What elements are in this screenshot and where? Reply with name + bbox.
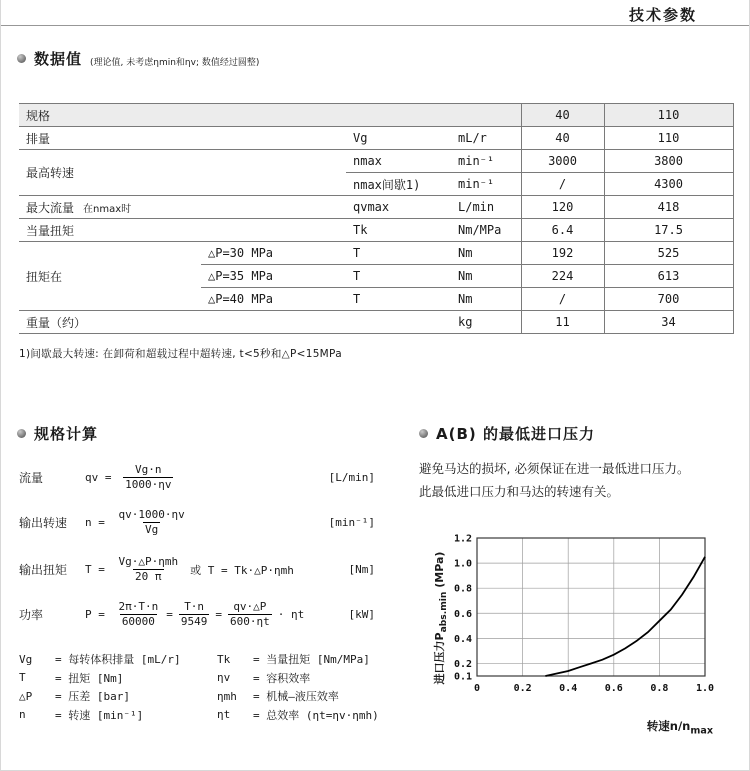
definition-row xyxy=(217,669,379,688)
fraction-numerator: qv·△P xyxy=(233,600,267,613)
symbol-cell: qvmax xyxy=(346,196,451,219)
fraction-denominator: Vg xyxy=(144,523,159,537)
row-label-cell: 当量扭矩 xyxy=(19,219,346,242)
fraction xyxy=(117,508,187,538)
section-title: 规格计算 xyxy=(34,425,99,443)
unit-cell: kg xyxy=(451,311,521,334)
definition-symbol: △P xyxy=(19,689,33,703)
svg-text:0.6: 0.6 xyxy=(453,608,472,620)
fraction-numerator: Vg·n xyxy=(135,463,162,476)
formula-unit: [min⁻¹] xyxy=(328,516,375,530)
condition-cell: △P=35 MPa xyxy=(201,265,346,288)
chart-plot-area xyxy=(443,528,715,700)
bullet-icon xyxy=(17,54,26,63)
row-label-cell xyxy=(19,196,346,219)
equals-sign: = xyxy=(215,608,222,622)
y-label-unit: (MPa) xyxy=(433,551,446,592)
definition-symbol: ηv xyxy=(217,671,231,685)
fraction xyxy=(228,600,272,630)
definition-text: = 总效率 (ηt=ηv·ηmh) xyxy=(253,708,379,722)
chart-x-axis-label xyxy=(647,718,713,736)
definition-text: = 机械—液压效率 xyxy=(253,690,339,704)
definition-text: = 每转体积排量 [mL/r] xyxy=(55,653,181,667)
symbol-cell: nmax间歇1) xyxy=(346,173,451,196)
value-40-cell: / xyxy=(521,173,604,196)
definition-text: = 当量扭矩 [Nm/MPa] xyxy=(253,653,370,667)
unit-cell: mL/r xyxy=(451,127,521,150)
formula-torque xyxy=(19,555,375,585)
table-header-row xyxy=(19,104,733,127)
symbol-cell: Vg xyxy=(346,127,451,150)
formula-unit: [Nm] xyxy=(348,563,375,577)
svg-text:1.2: 1.2 xyxy=(453,533,472,545)
page-title: 技术参数 xyxy=(628,6,697,24)
value-110-cell: 17.5 xyxy=(604,219,733,242)
symbol-cell: nmax xyxy=(346,150,451,173)
definition-row xyxy=(19,687,181,706)
fraction xyxy=(179,600,210,630)
value-40-cell: 40 xyxy=(521,127,604,150)
unit-cell: Nm xyxy=(451,265,521,288)
formula-power xyxy=(19,600,375,630)
y-label-subscript: abs.min xyxy=(438,591,450,633)
formula-unit: [L/min] xyxy=(328,471,375,485)
row-label-note: 在nmax时 xyxy=(83,203,132,215)
symbol-cell: T xyxy=(346,265,451,288)
section-data-values-heading xyxy=(17,48,259,69)
value-110-cell: 613 xyxy=(604,265,733,288)
value-110-cell: 34 xyxy=(604,311,733,334)
svg-text:0.2: 0.2 xyxy=(453,658,472,670)
row-label-cell: 最高转速 xyxy=(19,150,346,196)
formula-lhs: T = xyxy=(85,563,112,577)
unit-cell: min⁻¹ xyxy=(451,150,521,173)
fraction-numerator: Vg·△P·ηmh xyxy=(118,555,179,568)
unit-cell: Nm xyxy=(451,242,521,265)
definition-row xyxy=(217,650,379,669)
value-110-cell: 110 xyxy=(604,127,733,150)
value-40-cell: 224 xyxy=(521,265,604,288)
value-110-cell: 418 xyxy=(604,196,733,219)
definition-text: = 容积效率 xyxy=(253,671,311,685)
table-row xyxy=(19,150,733,173)
table-row xyxy=(19,219,733,242)
row-label-cell: 排量 xyxy=(19,127,346,150)
fraction xyxy=(117,555,181,585)
formula-label: 流量 xyxy=(19,471,44,486)
fraction xyxy=(123,463,173,493)
svg-text:1.0: 1.0 xyxy=(453,558,472,570)
unit-cell: Nm xyxy=(451,288,521,311)
section-inlet-pressure-heading xyxy=(419,423,595,444)
table-row xyxy=(19,311,733,334)
size-110-header-cell: 110 xyxy=(604,104,733,127)
header-divider xyxy=(1,25,750,26)
formula-lhs: P = xyxy=(85,608,112,622)
svg-text:0.2: 0.2 xyxy=(513,683,532,694)
definition-row xyxy=(217,706,379,725)
symbol-cell: Tk xyxy=(346,219,451,242)
value-40-cell: 3000 xyxy=(521,150,604,173)
definition-row xyxy=(19,706,181,725)
spec-table xyxy=(19,103,734,334)
definitions-right-column xyxy=(217,650,379,724)
formula-multiplier: · ηt xyxy=(277,608,305,622)
fraction-denominator: 600·ηt xyxy=(230,615,270,629)
formula-label: 功率 xyxy=(19,608,44,623)
fraction-denominator: 1000·ηv xyxy=(125,478,172,492)
value-110-cell: 3800 xyxy=(604,150,733,173)
definition-symbol: T xyxy=(19,671,26,685)
svg-text:0.4: 0.4 xyxy=(453,633,472,645)
definition-text: = 转速 [min⁻¹] xyxy=(55,708,144,722)
fraction-numerator: 2π·T·n xyxy=(118,600,159,613)
fraction-numerator: qv·1000·ηv xyxy=(118,508,185,521)
bullet-icon xyxy=(419,429,428,438)
definition-row xyxy=(19,650,181,669)
svg-text:0.6: 0.6 xyxy=(604,683,623,694)
svg-text:0.8: 0.8 xyxy=(650,683,669,694)
formula-unit: [kW] xyxy=(348,608,375,622)
definition-symbol: Vg xyxy=(19,652,33,666)
unit-cell: Nm/MPa xyxy=(451,219,521,242)
bullet-icon xyxy=(17,429,26,438)
section-title: 数据值 xyxy=(34,50,83,68)
definition-symbol: ηmh xyxy=(217,689,237,703)
y-label-text: 进口压力P xyxy=(433,632,446,685)
unit-cell: L/min xyxy=(451,196,521,219)
value-40-cell: / xyxy=(521,288,604,311)
section-title: A(B) 的最低进口压力 xyxy=(436,425,595,443)
value-40-cell: 192 xyxy=(521,242,604,265)
inlet-pressure-chart xyxy=(415,528,727,743)
formula-speed xyxy=(19,508,375,538)
equals-sign: = xyxy=(166,608,173,622)
value-110-cell: 4300 xyxy=(604,173,733,196)
definition-symbol: Tk xyxy=(217,652,231,666)
table-row xyxy=(19,127,733,150)
formula-flow xyxy=(19,463,375,493)
description-line: 此最低进口压力和马达的转速有关。 xyxy=(419,483,620,499)
row-label: 最大流量 xyxy=(26,200,75,215)
section-subtitle: (理论值, 未考虑ηmin和ηv; 数值经过圆整) xyxy=(90,57,260,68)
fraction xyxy=(117,600,161,630)
formula-lhs: n = xyxy=(85,516,112,530)
formula-lhs: qv = xyxy=(85,471,119,485)
symbol-cell: T xyxy=(346,288,451,311)
condition-cell: △P=30 MPa xyxy=(201,242,346,265)
formula-label: 输出转速 xyxy=(19,516,68,531)
value-110-cell: 525 xyxy=(604,242,733,265)
formula-label: 输出扭矩 xyxy=(19,563,68,578)
definition-row xyxy=(19,669,181,688)
value-40-cell: 120 xyxy=(521,196,604,219)
definition-text: = 扭矩 [Nm] xyxy=(55,671,124,685)
row-label-cell: 重量（约） xyxy=(19,311,451,334)
x-label-text: 转速n/n xyxy=(646,719,691,733)
condition-cell: △P=40 MPa xyxy=(201,288,346,311)
svg-text:1.0: 1.0 xyxy=(695,683,715,694)
unit-cell: min⁻¹ xyxy=(451,173,521,196)
row-label-cell: 扭矩在 xyxy=(19,242,201,311)
svg-text:0.1: 0.1 xyxy=(453,671,472,683)
size-40-header-cell: 40 xyxy=(521,104,604,127)
definition-text: = 压差 [bar] xyxy=(55,690,130,704)
symbol-cell: T xyxy=(346,242,451,265)
value-110-cell: 700 xyxy=(604,288,733,311)
fraction-numerator: T·n xyxy=(184,600,205,613)
definition-row xyxy=(217,687,379,706)
x-label-subscript: max xyxy=(690,725,713,737)
formula-alternative: 或 T = Tk·△P·ηmh xyxy=(190,563,294,577)
table-row xyxy=(19,242,733,265)
inlet-pressure-description xyxy=(419,458,721,503)
definitions-left-column xyxy=(19,650,181,724)
section-spec-calc-heading xyxy=(17,423,98,444)
fraction-denominator: 20 π xyxy=(135,570,162,584)
fraction-denominator: 60000 xyxy=(121,615,155,629)
description-line: 避免马达的损坏, 必须保证在进一最低进口压力。 xyxy=(419,461,690,476)
svg-text:0: 0 xyxy=(473,683,481,694)
svg-text:0.4: 0.4 xyxy=(559,683,578,694)
svg-text:0.8: 0.8 xyxy=(453,583,472,595)
definition-symbol: ηt xyxy=(217,708,231,722)
table-row xyxy=(19,196,733,219)
spec-header-cell: 规格 xyxy=(19,104,521,127)
table-footnote: 1)间歇最大转速: 在卸荷和超载过程中超转速, t<5秒和△P<15MPa xyxy=(19,348,342,360)
value-40-cell: 6.4 xyxy=(521,219,604,242)
fraction-denominator: 9549 xyxy=(180,615,208,629)
definition-symbol: n xyxy=(19,708,26,722)
value-40-cell: 11 xyxy=(521,311,604,334)
